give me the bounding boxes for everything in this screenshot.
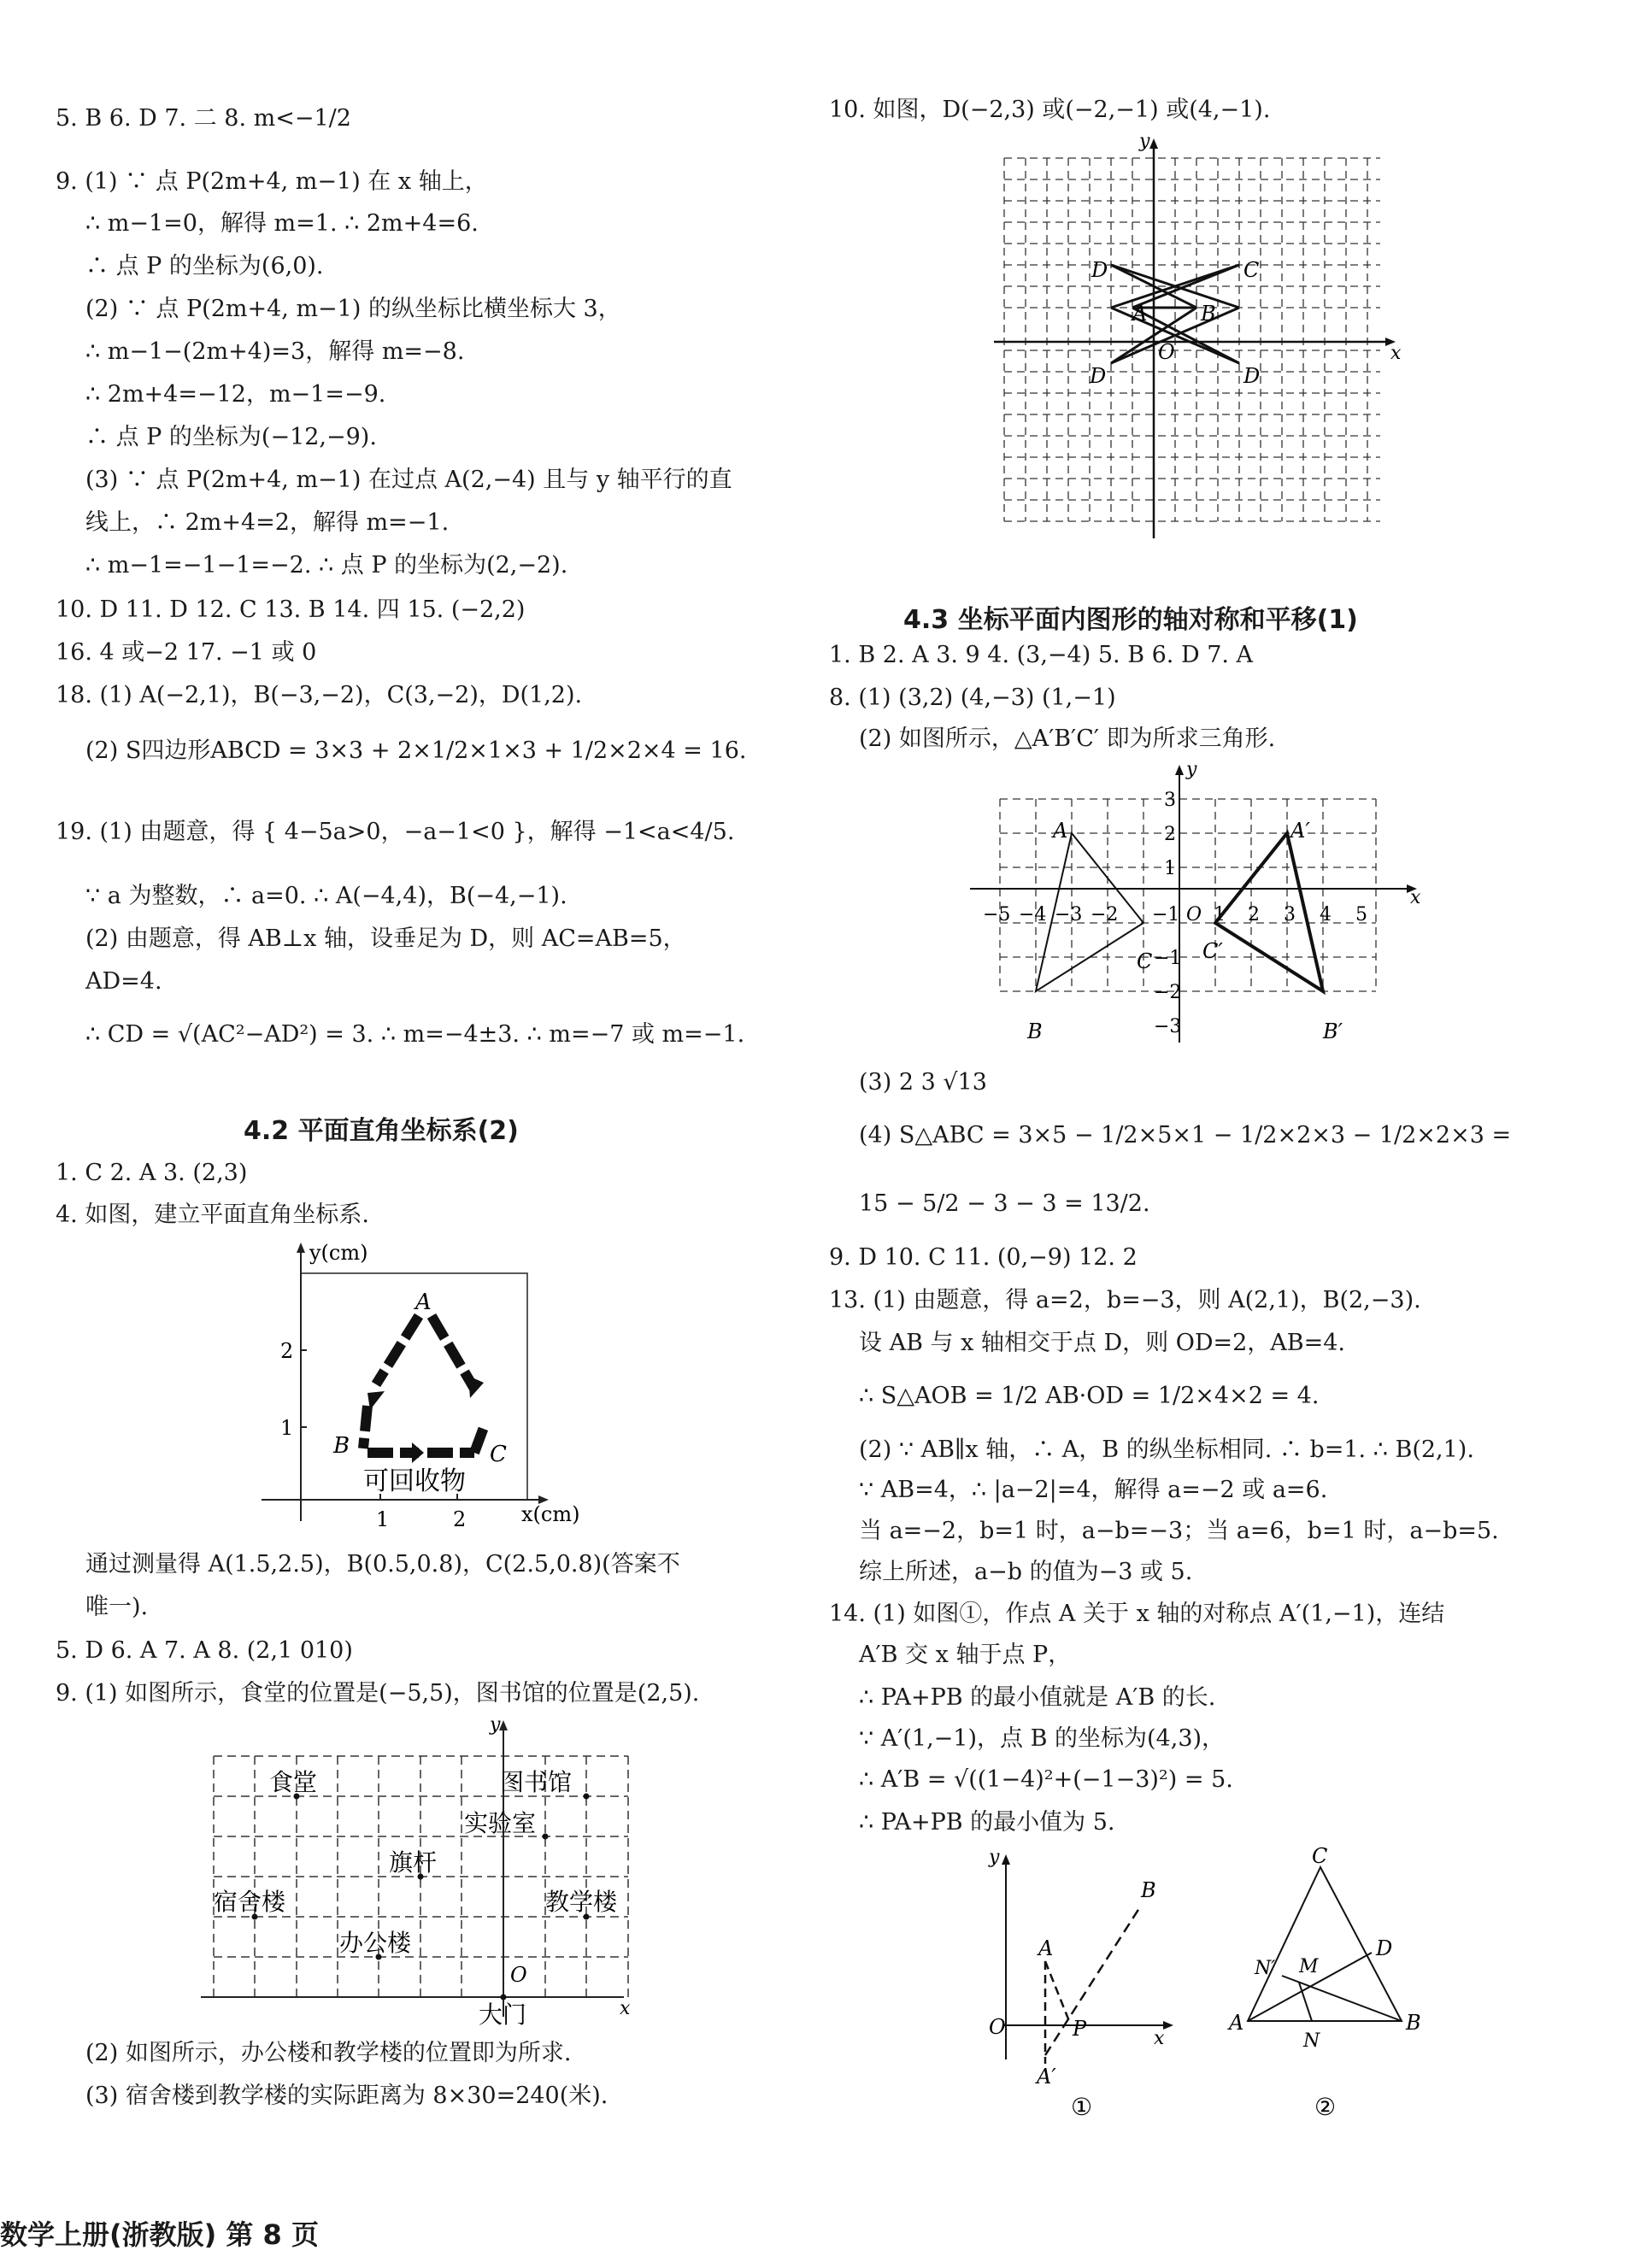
point-label: C bbox=[1312, 1846, 1328, 1868]
y-axis-label: y bbox=[1186, 759, 1197, 780]
answer-line: 8. (1) (3,2) (4,−3) (1,−1) bbox=[829, 684, 1116, 711]
tick-label: −3 bbox=[1055, 904, 1083, 925]
y-axis-label: y(cm) bbox=[309, 1241, 368, 1265]
map-label: 食堂 bbox=[269, 1768, 318, 1796]
x-axis-label: x bbox=[1390, 343, 1402, 364]
tick-label: 2 bbox=[453, 1507, 467, 1530]
answer-line: 5. D 6. A 7. A 8. (2,1 010) bbox=[56, 1637, 353, 1664]
answer-line: (2) ∵ AB∥x 轴，∴ A，B 的纵坐标相同. ∴ b=1. ∴ B(2,1). bbox=[859, 1437, 1474, 1463]
answer-line: 9. (1) 如图所示，食堂的位置是(−5,5)，图书馆的位置是(2,5). bbox=[56, 1680, 700, 1707]
point-label: A bbox=[1132, 302, 1148, 326]
tick-label: 3 bbox=[1284, 904, 1296, 925]
tick-label: 1 bbox=[1214, 904, 1226, 925]
answer-line: (3) 2 3 √13 bbox=[859, 1069, 987, 1096]
answer-line: ∴ PA+PB 的最小值就是 A′B 的长. bbox=[859, 1684, 1216, 1711]
point-label: A bbox=[1038, 1936, 1054, 1960]
section-title: 4.3 坐标平面内图形的轴对称和平移(1) bbox=[903, 605, 1358, 635]
point-label: B bbox=[1201, 302, 1216, 326]
map-label: 教学楼 bbox=[545, 1888, 618, 1916]
figure-1-reflection bbox=[979, 1846, 1184, 2119]
y-axis-label: y bbox=[1139, 131, 1150, 152]
figure-caption: 可回收物 bbox=[363, 1466, 466, 1496]
answer-line: ∴ S△AOB = 1/2 AB·OD = 1/2×4×2 = 4. bbox=[859, 1383, 1320, 1409]
answer-line: 9. D 10. C 11. (0,−9) 12. 2 bbox=[829, 1244, 1138, 1271]
answer-line: 4. 如图，建立平面直角坐标系. bbox=[56, 1202, 369, 1228]
point-label: A bbox=[1053, 819, 1068, 843]
answer-line: ∵ a 为整数，∴ a=0. ∴ A(−4,4)，B(−4,−1). bbox=[85, 883, 567, 909]
point-label: N bbox=[1303, 2030, 1320, 2052]
answer-line: 5. B 6. D 7. 二 8. m<−1/2 bbox=[56, 105, 351, 132]
answer-line: 当 a=−2，b=1 时，a−b=−3；当 a=6，b=1 时，a−b=5. bbox=[859, 1518, 1499, 1544]
answer-line: 15 − 5/2 − 3 − 3 = 13/2. bbox=[859, 1190, 1150, 1217]
tick-label: 1 bbox=[376, 1507, 390, 1530]
tick-label: −4 bbox=[1019, 904, 1047, 925]
point-label: B bbox=[333, 1433, 350, 1459]
x-axis-label: x bbox=[620, 1998, 631, 2019]
point-label: P bbox=[1073, 2017, 1087, 2041]
answer-line: 线上，∴ 2m+4=2，解得 m=−1. bbox=[85, 509, 450, 536]
y-axis-label: y bbox=[989, 1847, 1000, 1868]
tick-label: −1 bbox=[1152, 904, 1180, 925]
answer-line: ∴ m−1=−1−1=−2. ∴ 点 P 的坐标为(2,−2). bbox=[85, 552, 568, 579]
answer-line: A′B 交 x 轴于点 P， bbox=[859, 1642, 1072, 1668]
origin-label: O bbox=[510, 1963, 527, 1987]
recycle-arrows bbox=[363, 1316, 485, 1453]
answer-line: (2) S四边形ABCD = 3×3 + 2×1/2×1×3 + 1/2×2×4 = 16. bbox=[85, 737, 747, 764]
tick-label: 2 bbox=[280, 1339, 294, 1363]
answer-line: ∴ 点 P 的坐标为(−12,−9). bbox=[85, 424, 377, 450]
answer-line: (2) 由题意，得 AB⊥x 轴，设垂足为 D，则 AC=AB=5， bbox=[85, 925, 686, 952]
origin-label: O bbox=[1158, 340, 1175, 364]
answer-line: (3) ∵ 点 P(2m+4, m−1) 在过点 A(2,−4) 且与 y 轴平行的直 bbox=[85, 467, 732, 493]
answer-line: 10. D 11. D 12. C 13. B 14. 四 15. (−2,2) bbox=[56, 596, 526, 623]
point-label: C bbox=[490, 1442, 507, 1467]
answer-line: ∴ m−1=0，解得 m=1. ∴ 2m+4=6. bbox=[85, 210, 479, 237]
answer-line: ∴ 2m+4=−12，m−1=−9. bbox=[85, 381, 386, 408]
figure-caption: ① bbox=[1071, 2093, 1093, 2119]
figure-caption: ② bbox=[1314, 2093, 1337, 2119]
answer-line: (2) 如图所示，△A′B′C′ 即为所求三角形. bbox=[859, 726, 1276, 752]
point-label: A′ bbox=[1290, 819, 1310, 843]
answer-line: 18. (1) A(−2,1)，B(−3,−2)，C(3,−2)，D(1,2). bbox=[56, 682, 583, 708]
campus-map-figure bbox=[192, 1713, 645, 2025]
answer-line: 16. 4 或−2 17. −1 或 0 bbox=[56, 639, 317, 666]
x-axis-label: x bbox=[1154, 2028, 1165, 2049]
origin-label: O bbox=[989, 2015, 1006, 2039]
answer-line: ∴ CD = √(AC²−AD²) = 3. ∴ m=−4±3. ∴ m=−7 或 m=−1. bbox=[85, 1021, 745, 1048]
map-label: 实验室 bbox=[464, 1809, 537, 1837]
point-label: A bbox=[415, 1290, 432, 1315]
point-label: A′ bbox=[1037, 2065, 1056, 2089]
tick-label: −2 bbox=[1154, 982, 1182, 1003]
point-label: M bbox=[1299, 1956, 1319, 1977]
tick-label: 3 bbox=[1164, 790, 1176, 811]
point-label: C bbox=[1243, 258, 1260, 282]
recycle-coordinate-figure bbox=[248, 1239, 590, 1530]
y-axis-label: y bbox=[490, 1714, 501, 1736]
point-label: B′ bbox=[1323, 1019, 1343, 1043]
section-title: 4.2 平面直角坐标系(2) bbox=[244, 1116, 519, 1146]
point-label: N′ bbox=[1255, 1958, 1276, 1979]
point-label: C′ bbox=[1202, 939, 1223, 963]
answer-line: 19. (1) 由题意，得 { 4−5a>0，−a−1<0 }，解得 −1<a<4/5. bbox=[56, 819, 735, 845]
answer-line: AD=4. bbox=[85, 968, 162, 995]
answer-line: 设 AB 与 x 轴相交于点 D，则 OD=2，AB=4. bbox=[859, 1330, 1346, 1356]
answer-line: 唯一). bbox=[85, 1594, 149, 1620]
answer-line: 1. C 2. A 3. (2,3) bbox=[56, 1160, 248, 1186]
x-axis-label: x(cm) bbox=[521, 1502, 580, 1526]
point-label: B bbox=[1141, 1878, 1156, 1902]
answer-line: ∴ 点 P 的坐标为(6,0). bbox=[85, 253, 324, 279]
figure-2-triangle bbox=[1222, 1846, 1444, 2119]
tick-label: 1 bbox=[280, 1416, 294, 1440]
tick-label: 2 bbox=[1164, 824, 1176, 845]
tick-label: −5 bbox=[983, 904, 1011, 925]
tick-label: 5 bbox=[1355, 904, 1367, 925]
answer-line: 9. (1) ∵ 点 P(2m+4, m−1) 在 x 轴上， bbox=[56, 168, 488, 195]
map-label: 办公楼 bbox=[339, 1929, 412, 1957]
tick-label: 2 bbox=[1248, 904, 1260, 925]
answer-line: 13. (1) 由题意，得 a=2，b=−3，则 A(2,1)，B(2,−3). bbox=[829, 1287, 1421, 1313]
star-coordinate-figure bbox=[987, 128, 1414, 547]
point-label: D bbox=[1376, 1936, 1393, 1960]
answer-line: ∵ A′(1,−1)，点 B 的坐标为(4,3)， bbox=[859, 1725, 1226, 1752]
map-label: 宿舍楼 bbox=[214, 1888, 286, 1916]
point-label: B bbox=[1406, 2011, 1421, 2035]
point-label: B bbox=[1027, 1019, 1043, 1043]
tick-label: 4 bbox=[1320, 904, 1332, 925]
x-axis-label: x bbox=[1410, 887, 1421, 908]
point-label: A bbox=[1229, 2011, 1244, 2035]
page-footer: 数学上册(浙教版) 第 8 页 bbox=[0, 2218, 319, 2251]
tick-label: −2 bbox=[1091, 904, 1119, 925]
answer-line: ∵ AB=4，∴ |a−2|=4，解得 a=−2 或 a=6. bbox=[859, 1477, 1328, 1503]
answer-line: ∴ m−1−(2m+4)=3，解得 m=−8. bbox=[85, 338, 465, 365]
answer-line: 1. B 2. A 3. 9 4. (3,−4) 5. B 6. D 7. A bbox=[829, 642, 1254, 668]
point-label: D bbox=[1091, 258, 1108, 282]
answer-line: 10. 如图，D(−2,3) 或(−2,−1) 或(4,−1). bbox=[829, 97, 1271, 123]
map-label: 大门 bbox=[479, 2001, 527, 2025]
answer-line: 综上所述，a−b 的值为−3 或 5. bbox=[859, 1559, 1193, 1585]
answer-line: ∴ A′B = √((1−4)²+(−1−3)²) = 5. bbox=[859, 1766, 1233, 1793]
map-label: 旗杆 bbox=[389, 1848, 438, 1877]
answer-line: (2) ∵ 点 P(2m+4, m−1) 的纵坐标比横坐标大 3， bbox=[85, 296, 621, 322]
tick-label: −3 bbox=[1154, 1016, 1182, 1037]
answer-line: 通过测量得 A(1.5,2.5)，B(0.5,0.8)，C(2.5,0.8)(答案不 bbox=[85, 1551, 680, 1578]
tick-label: 1 bbox=[1164, 858, 1176, 879]
origin-label: O bbox=[1186, 904, 1202, 925]
map-label: 图书馆 bbox=[500, 1768, 573, 1796]
point-label: D bbox=[1090, 364, 1107, 388]
answer-line: 14. (1) 如图①，作点 A 关于 x 轴的对称点 A′(1,−1)，连结 bbox=[829, 1601, 1445, 1627]
answer-line: (4) S△ABC = 3×5 − 1/2×5×1 − 1/2×2×3 − 1/2×2×3 = bbox=[859, 1122, 1512, 1149]
answer-line: ∴ PA+PB 的最小值为 5. bbox=[859, 1809, 1115, 1836]
point-label: D bbox=[1243, 364, 1261, 388]
answer-line: (2) 如图所示，办公楼和教学楼的位置即为所求. bbox=[85, 2040, 572, 2066]
answer-line: (3) 宿舍楼到教学楼的实际距离为 8×30=240(米). bbox=[85, 2083, 608, 2109]
point-label: C bbox=[1137, 949, 1153, 973]
triangle-reflection-figure bbox=[966, 756, 1427, 1047]
tick-label: −1 bbox=[1154, 948, 1182, 969]
